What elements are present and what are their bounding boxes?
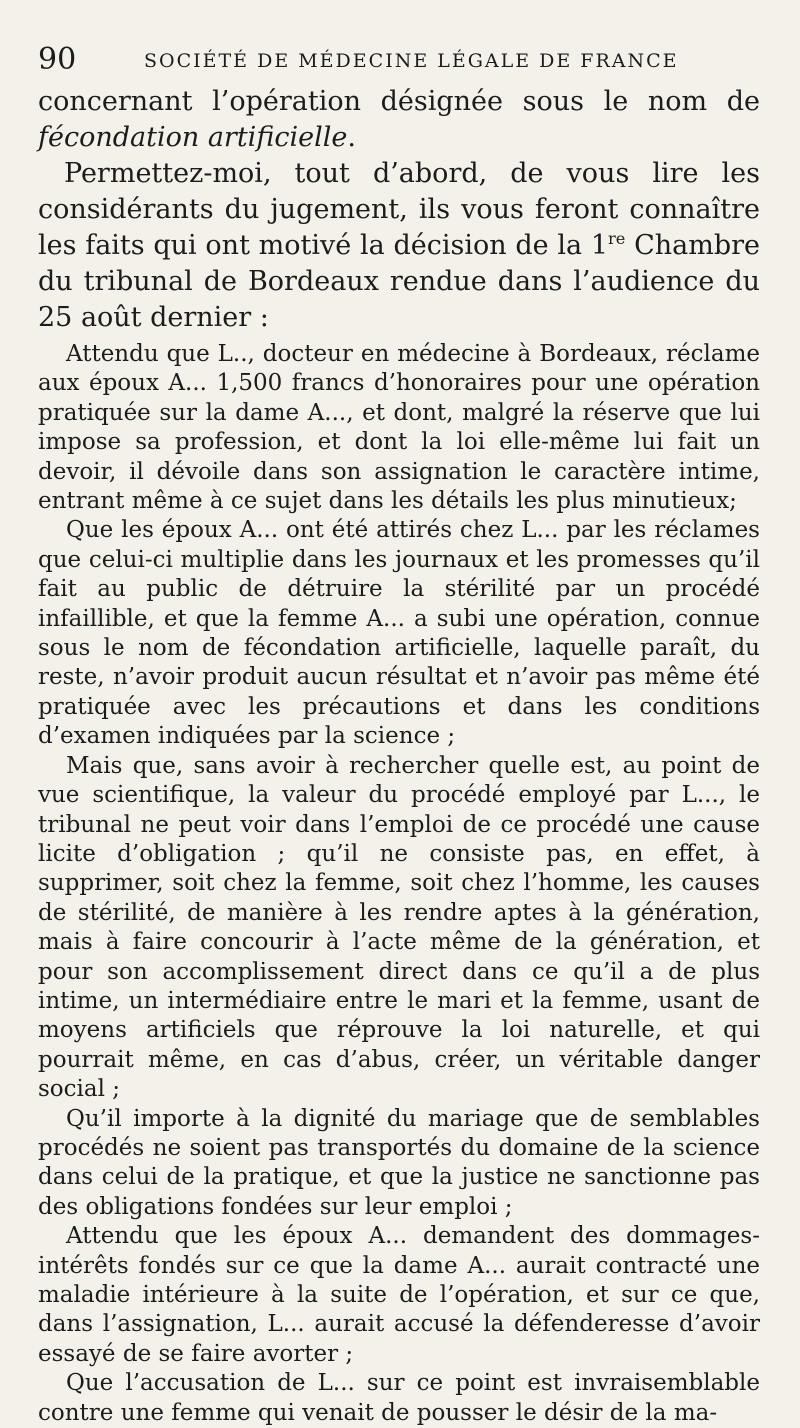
intro-term: fécondation artificielle	[38, 122, 348, 153]
body-text	[38, 84, 760, 1428]
page-header	[38, 40, 778, 80]
intro-line	[38, 84, 760, 156]
judgment-paragraph: Mais que, sans avoir à rechercher quelle est, au point de vue scientifique, la valeur du procédé employé par L..., le tribunal ne peut voir dans l’emploi de ce procédé une cause licite d’obligation ; qu’il ne consiste pas, en effet, à supprimer, soit chez la femme, soit chez l’homme, les causes de stérilité, de manière à les rendre aptes à la génération, mais à faire concourir à l’acte même de la génération, et pour son accomplissement direct dans ce qu’il a de plus intime, un intermédiaire entre le mari et la femme, usant de moyens artificiels que réprouve la loi naturelle, et qui pourrait même, en cas d’abus, créer, un véritable danger social ;	[38, 752, 760, 1103]
lead-text-before: Permettez-moi, tout d’abord, de vous lire les considérants du jugement, ils vous feront connaître les faits qui ont motivé la décision de la 1	[38, 158, 760, 261]
intro-line-end: .	[347, 122, 356, 153]
page-number: 90	[38, 42, 77, 77]
lead-paragraph	[38, 156, 760, 336]
running-title: SOCIÉTÉ DE MÉDECINE LÉGALE DE FRANCE	[144, 50, 679, 72]
judgment-paragraph: Qu’il importe à la dignité du mariage que de semblables procédés ne soient pas transportés du domaine de la science dans celui de la pratique, et que la justice ne sanctionne pas des obligations fondées sur leur emploi ;	[38, 1105, 760, 1220]
judgment-paragraph: Attendu que les époux A... demandent des dommages-intérêts fondés sur ce que la dame A... aurait contracté une maladie intérieure à la suite de l’opération, et sur ce que, dans l’assignation, L... aurait accusé la défenderesse d’avoir essayé de se faire avorter ;	[38, 1223, 760, 1367]
judgment-paragraph: Attendu que L.., docteur en médecine à Bordeaux, réclame aux époux A... 1,500 francs d’honoraires pour une opération pratiquée sur la dame A..., et dont, malgré la réserve que lui impose sa profession, et dont la loi elle-même lui fait un devoir, il dévoile dans son assignation le caractère intime, entrant même à ce sujet dans les détails les plus minutieux;	[38, 341, 760, 515]
judgment-paragraph: Que les époux A... ont été attirés chez L... par les réclames que celui-ci multiplie dans les journaux et les promesses qu’il fait au public de détruire la stérilité par un procédé infaillible, et que la femme A... a subi une opération, connue sous le nom de fécondation artificielle, laquelle paraît, du reste, n’avoir produit aucun résultat et n’avoir pas même été pratiquée avec les précautions et dans les conditions d’examen indiquées par la science ;	[38, 517, 760, 750]
judgment-paragraph: Que l’accusation de L... sur ce point est invraisemblable contre une femme qui venait de pousser le désir de la ma-	[38, 1370, 760, 1426]
lead-text-after: Chambre du tribunal de Bordeaux rendue dans l’audience du 25 août dernier :	[38, 230, 761, 333]
intro-line-start: concernant l’opération désignée sous le nom de	[38, 86, 760, 117]
ordinal-superscript: re	[608, 229, 626, 248]
